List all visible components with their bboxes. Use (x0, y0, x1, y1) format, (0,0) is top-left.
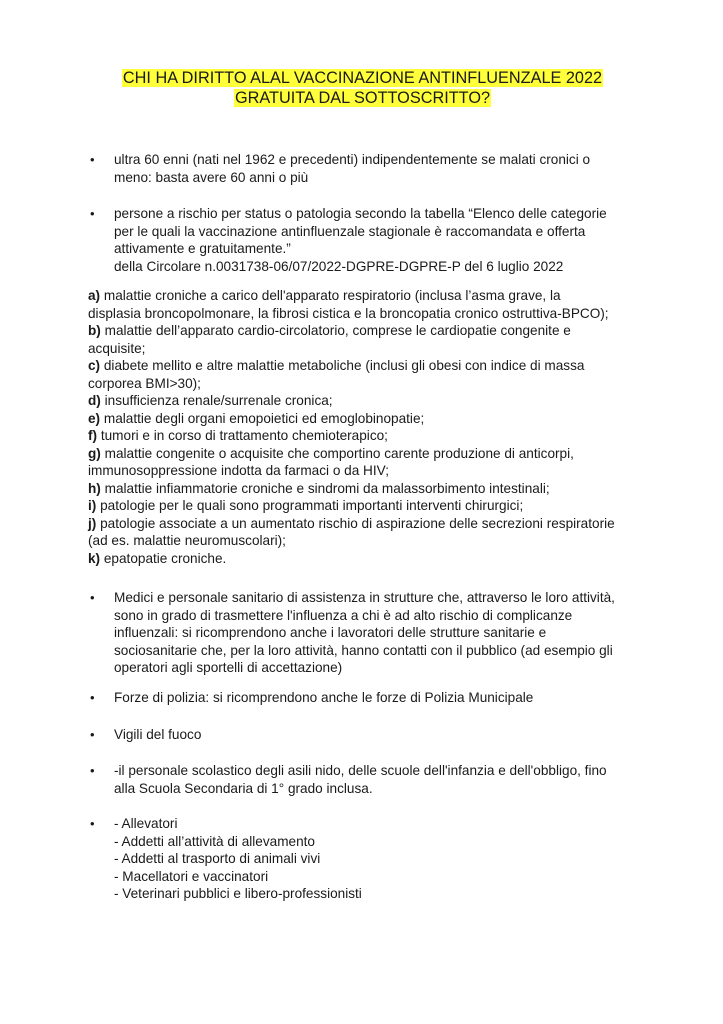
condition-h (88, 480, 678, 498)
bullet-line: influenzali: si ricomprendono anche i lavoratori delle strutture sanitarie e (114, 625, 547, 640)
bullet-line: operatori agli sportelli di accettazione) (114, 660, 343, 675)
condition-g (88, 445, 678, 480)
bullet-line: - Allevatori (114, 816, 178, 831)
document-title (90, 68, 635, 108)
condition-text: malattie degli organi emopoietici ed emoglobinopatie; (103, 410, 425, 426)
bullet-animal-workers (90, 815, 670, 903)
bullet-line: alla Scuola Secondaria di 1° grado inclusa. (114, 780, 373, 796)
condition-f (88, 427, 678, 445)
bullet-line: -il personale scolastico degli asili nido, delle scuole dell'infanzia e dell'obbligo, fino (114, 763, 607, 778)
bullet-line: sono in grado di trasmettere l'influenza a chi è ad alto rischio di complicanze (114, 607, 573, 623)
condition-text: malattie congenite o acquisite che comportino carente produzione di anticorpi, (104, 445, 574, 461)
condition-text: (ad es. malattie neuromuscolari); (88, 533, 286, 548)
condition-label: j) (88, 515, 97, 531)
condition-label: i) (88, 498, 97, 513)
condition-label: a) (88, 288, 101, 303)
condition-label: f) (88, 428, 98, 443)
condition-text: epatopatie croniche. (103, 550, 227, 566)
bullet-dot-icon: • (90, 206, 95, 221)
condition-text: patologie associate a un aumentato rischio di aspirazione delle secrezioni respiratorie (100, 515, 615, 531)
condition-c (88, 357, 678, 392)
bullet-over-60 (90, 151, 670, 186)
condition-b (88, 322, 678, 357)
bullet-dot-icon: • (90, 690, 95, 705)
bullet-police (90, 689, 670, 707)
bullet-line: Forze di polizia: si ricomprendono anche le forze di Polizia Municipale (114, 690, 534, 705)
bullet-dot-icon: • (90, 763, 95, 778)
bullet-line: ultra 60 enni (nati nel 1962 e precedenti) indipendentemente se malati cronici o (114, 152, 591, 167)
bullet-school-staff (90, 762, 670, 797)
bullet-dot-icon: • (90, 590, 95, 605)
bullet-line: meno: basta avere 60 anni o più (114, 169, 309, 185)
condition-text: immunosoppressione indotta da farmaci o da HIV; (88, 463, 389, 478)
conditions-list (88, 287, 678, 567)
condition-text: insufficienza renale/surrenale cronica; (104, 393, 333, 408)
condition-label: b) (88, 323, 101, 338)
bullet-line: - Addetti al trasporto di animali vivi (114, 851, 321, 866)
condition-text: malattie infiammatorie croniche e sindromi da malassorbimento intestinali; (104, 480, 550, 496)
condition-e (88, 410, 678, 428)
condition-label: d) (88, 393, 101, 408)
condition-text: corporea BMI>30); (88, 375, 201, 391)
bullet-line: della Circolare n.0031738-06/07/2022-DGPRE-DGPRE-P del 6 luglio 2022 (114, 258, 564, 274)
condition-text: displasia broncopolmonare, la fibrosi cistica e la broncopatia cronico ostruttiva-BPCO); (88, 305, 609, 321)
condition-d (88, 392, 678, 410)
bullet-dot-icon: • (90, 816, 95, 831)
bullet-line: per le quali la vaccinazione antinfluenzale stagionale è raccomandata e offerta (114, 223, 586, 239)
condition-text: patologie per le quali sono programmati importanti interventi chirurgici; (100, 498, 524, 513)
condition-a (88, 287, 678, 322)
condition-label: g) (88, 445, 101, 461)
bullet-healthcare-staff (90, 589, 670, 677)
condition-text: diabete mellito e altre malattie metaboliche (inclusi gli obesi con indice di massa (103, 358, 585, 373)
bullet-dot-icon: • (90, 152, 95, 167)
condition-text: malattie croniche a carico dell'apparato respiratorio (inclusa l’asma grave, la (103, 288, 561, 303)
condition-j (88, 515, 678, 550)
bullet-risk-persons (90, 205, 670, 275)
title-line-1: CHI HA DIRITTO ALAL VACCINAZIONE ANTINFLUENZALE 2022 (122, 69, 603, 87)
condition-k (88, 550, 678, 568)
condition-label: c) (88, 358, 101, 373)
bullet-line: sociosanitarie che, per la loro attività, hanno contatti con il pubblico (ad esempio gli (114, 642, 613, 658)
bullet-line: Vigili del fuoco (114, 727, 202, 742)
bullet-line: attivamente e gratuitamente.” (114, 241, 291, 256)
condition-text: malattie dell’apparato cardio-circolatorio, comprese le cardiopatie congenite e (104, 323, 571, 338)
bullet-line: - Macellatori e vaccinatori (114, 868, 269, 884)
bullet-line: persone a rischio per status o patologia secondo la tabella “Elenco delle categorie (114, 206, 607, 221)
condition-i (88, 497, 678, 515)
condition-text: acquisite; (88, 340, 146, 356)
title-line-2: GRATUITA DAL SOTTOSCRITTO? (234, 89, 491, 107)
condition-text: tumori e in corso di trattamento chemioterapico; (100, 428, 388, 443)
condition-label: e) (88, 410, 101, 426)
bullet-line: Medici e personale sanitario di assistenza in strutture che, attraverso le loro attività, (114, 590, 615, 605)
bullet-line: - Veterinari pubblici e libero-professionisti (114, 886, 362, 901)
condition-label: k) (88, 550, 101, 566)
condition-label: h) (88, 480, 101, 496)
bullet-line: - Addetti all’attività di allevamento (114, 833, 315, 849)
bullet-firefighters (90, 726, 670, 744)
bullet-dot-icon: • (90, 727, 95, 742)
